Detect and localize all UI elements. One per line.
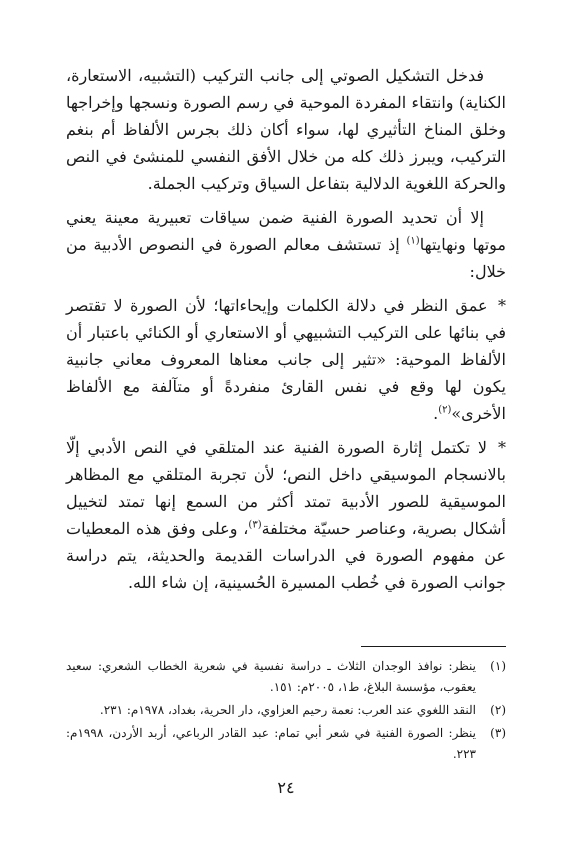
page-number: ٢٤	[277, 778, 295, 797]
footnotes	[66, 656, 506, 767]
asterisk-bullet-icon: *	[498, 296, 506, 315]
footnote	[66, 656, 506, 698]
asterisk-bullet-icon: *	[498, 438, 506, 457]
footnote-text: ينظر: الصورة الفنية في شعر أبي تمام: عبد القادر الرباعي، أربد الأردن، ١٩٩٨م: ٢٢٣.	[66, 726, 476, 761]
footnote-ref-1: (١)	[406, 235, 420, 247]
footnote-ref-3: (٣)	[248, 519, 262, 531]
main-text	[66, 62, 506, 603]
footnote	[66, 723, 506, 765]
paragraph-1: فدخل التشكيل الصوتي إلى جانب التركيب (التشبيه، الاستعارة، الكناية) وانتقاء المفردة الموحية في رسم الصورة ونسجها وإخراجها وخلق المناخ التأثيري لها، سواء أكان ذلك بجرس الألفاظ أم بنغم التركيب، ويبرز ذلك كله من خلال الأفق النفسي للمنشئ في النص والحركة اللغوية الدلالية بتفاعل السياق وتركيب الجملة.	[66, 66, 506, 193]
footnote-number: (٢)	[490, 703, 506, 717]
footnote-number: (١)	[490, 659, 506, 673]
bullet-paragraph-1: * عمق النظر في دلالة الكلمات وإيحاءاتها؛ لأن الصورة لا تقتصر في بنائها على التركيب التشبيهي أو الاستعاري أو الكنائي باعتبار أن الألفاظ الموحية: «تثير إلى جانب معناها المعروف معاني جانبية يكون لها وقع في نفس القارئ منفردةً أو متآلفة مع الألفاظ الأخرى»$^{(٢)}$.	[66, 296, 507, 423]
footnote-text: ينظر: نوافذ الوجدان الثلاث ـ دراسة نفسية في شعرية الخطاب الشعري: سعيد يعقوب، مؤسسة البلاغ، ط١، ٢٠٠٥م: ١٥١.	[66, 659, 476, 694]
bullet-paragraph-2: * لا تكتمل إثارة الصورة الفنية عند المتلقي في النص الأدبي إلّا بالانسجام الموسيقي داخل النص؛ لأن تجربة المتلقي مع المظاهر الموسيقية للصور الأدبية تمتد أكثر من السمع إنها تمتد لتخييل أشكال بصرية، وعناصر حسيّة مختلفة$^{(٣)}$، وعلى وفق هذه المعطيات عن مفهوم الصورة في الدراسات القديمة والحديثة، يتم دراسة جوانب الصورة في خُطب المسيرة الحُسينية، إن شاء الله.	[66, 438, 506, 592]
footnote-text: النقد اللغوي عند العرب: نعمة رحيم العزاوي، دار الحرية، بغداد، ١٩٧٨م: ٢٣١.	[99, 703, 476, 717]
footnote-ref-2: (٢)	[438, 404, 452, 416]
footnote	[66, 700, 506, 721]
footnote-divider	[361, 646, 506, 647]
footnote-number: (٣)	[490, 726, 506, 740]
paragraph-2: إلا أن تحديد الصورة الفنية ضمن سياقات تعبيرية معينة يعني موتها ونهايتها$^{(١)}$ إذ تستشف معالم الصورة في النصوص الأدبية من خلال:	[66, 208, 506, 281]
